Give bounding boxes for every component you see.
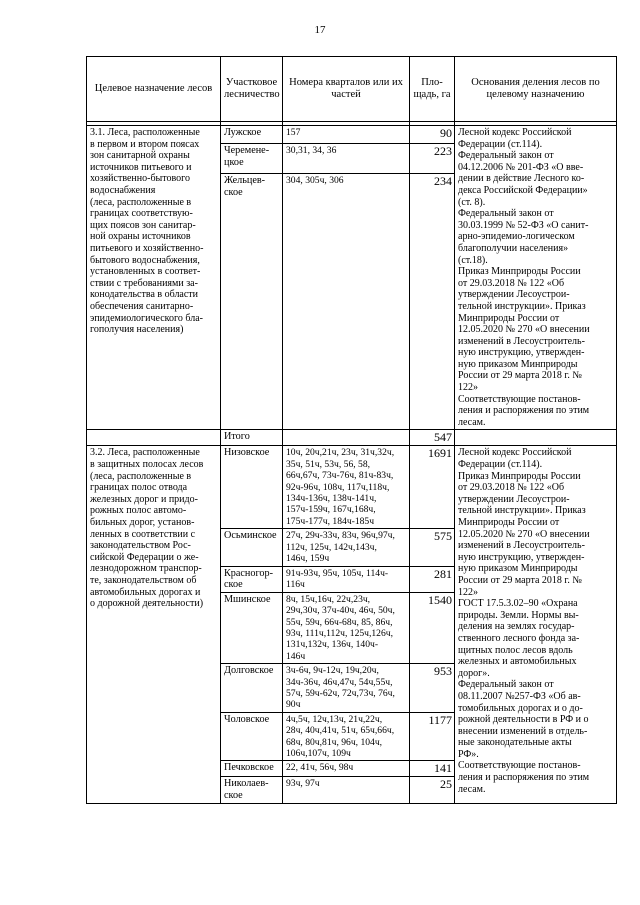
forest-purpose-table (86, 56, 617, 804)
quarters-cell: 4ч,5ч, 12ч,13ч, 21ч,22ч, 28ч, 40ч,41ч, 51ч, 65ч,66ч, 68ч, 80ч,81ч, 96ч, 104ч, 106ч,107ч, 109ч (283, 712, 410, 761)
forestry-cell: Лужское (221, 126, 283, 144)
quarters-cell: 30,31, 34, 36 (283, 144, 410, 174)
area-cell: 575 (410, 529, 455, 566)
area-cell: 90 (410, 126, 455, 144)
forestry-cell: Мшинское (221, 592, 283, 663)
section1-category: 3.1. Леса, расположенные в первом и втором поясах зон санитарной охраны источников питьевого и хозяйственно-бытового водоснабжения (леса, расположенные в границах соответствую- щих поясов зон санитар- ной охраны источников питьевого и хозяйственно- бытового водоснабжения, установленных в соответ- ствии с требованиями за- конодательства в области обеспечения санитарно- эпидемиологического бла- гополучия населения) (87, 126, 221, 430)
quarters-cell: 8ч, 15ч,16ч, 22ч,23ч, 29ч,30ч, 37ч-40ч, 46ч, 50ч, 55ч, 59ч, 66ч-68ч, 85, 86ч, 93ч, 111ч,112ч, 125ч,126ч, 131ч,132ч, 136ч, 140ч- 146ч (283, 592, 410, 663)
header-quarters: Номера кварталов или их частей (283, 57, 410, 122)
section2-category: 3.2. Леса, расположенные в защитных полосах лесов (леса, расположенные в границах полос отвода железных дорог и придо- рожных полос автомо- бильных дорог, установ- ленных в соответствии с законодательством Рос- сийской Федерации о же- лезнодорожном транспор- те, законодательством об автомобильных дорогах и о дорожной деятельности) (87, 446, 221, 803)
area-cell: 1540 (410, 592, 455, 663)
header-category: Целевое назначение лесов (87, 57, 221, 122)
quarters-cell: 91ч-93ч, 95ч, 105ч, 114ч- 116ч (283, 566, 410, 592)
quarters-cell: 3ч-6ч, 9ч-12ч, 19ч,20ч, 34ч-36ч, 46ч,47ч, 54ч,55ч, 57ч, 59ч-62ч, 72ч,73ч, 76ч, 90ч (283, 664, 410, 713)
forestry-cell: Долговское (221, 664, 283, 713)
total-row (87, 430, 617, 446)
forestry-cell: Черемене- цкое (221, 144, 283, 174)
section2-basis: Лесной кодекс Российской Федерации (ст.114). Приказ Минприроды России от 29.03.2018 № 122 «Об утверждении Лесоустрои- тельной инструкции». Приказ Минприроды России от 12.05.2020 № 270 «О внесении изменений в Лесоустроитель- ную инструкцию, утвержден- ную приказом Минприроды России от 29 марта 2018 г. № 122» ГОСТ 17.5.3.02–90 «Охрана природы. Земли. Нормы вы- деления на землях государ- ственного лесного фонда за- щитных полос лесов вдоль железных и автомобильных дорог». Федеральный закон от 08.11.2007 №257-ФЗ «Об ав- томобильных дорогах и о до- рожной деятельности в РФ и о внесении изменений в отдель- ные законодательные акты РФ». Соответствующие постанов- ления и распоряжения по этим лесам. (455, 446, 617, 803)
forestry-cell: Николаев- ское (221, 777, 283, 803)
table-row (87, 446, 617, 529)
area-cell: 1691 (410, 446, 455, 529)
page-number: 17 (314, 24, 326, 36)
quarters-cell: 27ч, 29ч-33ч, 83ч, 96ч,97ч, 112ч, 125ч, 142ч,143ч, 146ч, 159ч (283, 529, 410, 566)
area-cell: 281 (410, 566, 455, 592)
forestry-cell: Чоловское (221, 712, 283, 761)
forestry-cell: Осьминское (221, 529, 283, 566)
header-basis: Основания деления лесов по целевому назначению (455, 57, 617, 122)
total-label: Итого (221, 430, 283, 446)
area-cell: 141 (410, 761, 455, 777)
area-cell: 1177 (410, 712, 455, 761)
quarters-cell: 10ч, 20ч,21ч, 23ч, 31ч,32ч, 35ч, 51ч, 53ч, 56, 58, 66ч,67ч, 73ч-76ч, 81ч-83ч, 92ч-96ч, 108ч, 117ч,118ч, 134ч-136ч, 138ч-141ч, 157ч-159ч, 167ч,168ч, 175ч-177ч, 184ч-185ч (283, 446, 410, 529)
table-header-row (87, 57, 617, 122)
forestry-cell: Красногор- ское (221, 566, 283, 592)
area-cell: 223 (410, 144, 455, 174)
area-cell: 234 (410, 174, 455, 430)
total-value: 547 (410, 430, 455, 446)
quarters-cell: 157 (283, 126, 410, 144)
forestry-cell: Жельцев- ское (221, 174, 283, 430)
header-forestry: Участковое лесничество (221, 57, 283, 122)
section1-basis: Лесной кодекс Российской Федерации (ст.114). Федеральный закон от 04.12.2006 № 201-ФЗ «О вве- дении в действие Лесного ко- декса Российской Федерации» (ст. 8). Федеральный закон от 30.03.1999 № 52-ФЗ «О санит- арно-эпидемио-логическом благополучии населения» (ст.18). Приказ Минприроды России от 29.03.2018 № 122 «Об утверждении Лесоустрои- тельной инструкции». Приказ Минприроды России от 12.05.2020 № 270 «О внесении изменений в Лесоустроитель- ную инструкцию, утвержден- ную приказом Минприроды России от 29 марта 2018 г. № 122» Соответствующие постанов- ления и распоряжения по этим лесам. (455, 126, 617, 430)
forestry-cell: Печковское (221, 761, 283, 777)
forestry-cell: Низовское (221, 446, 283, 529)
area-cell: 953 (410, 664, 455, 713)
table-row (87, 126, 617, 144)
header-area: Пло- щадь, га (410, 57, 455, 122)
quarters-cell: 93ч, 97ч (283, 777, 410, 803)
quarters-cell: 22, 41ч, 56ч, 98ч (283, 761, 410, 777)
quarters-cell: 304, 305ч, 306 (283, 174, 410, 430)
area-cell: 25 (410, 777, 455, 803)
